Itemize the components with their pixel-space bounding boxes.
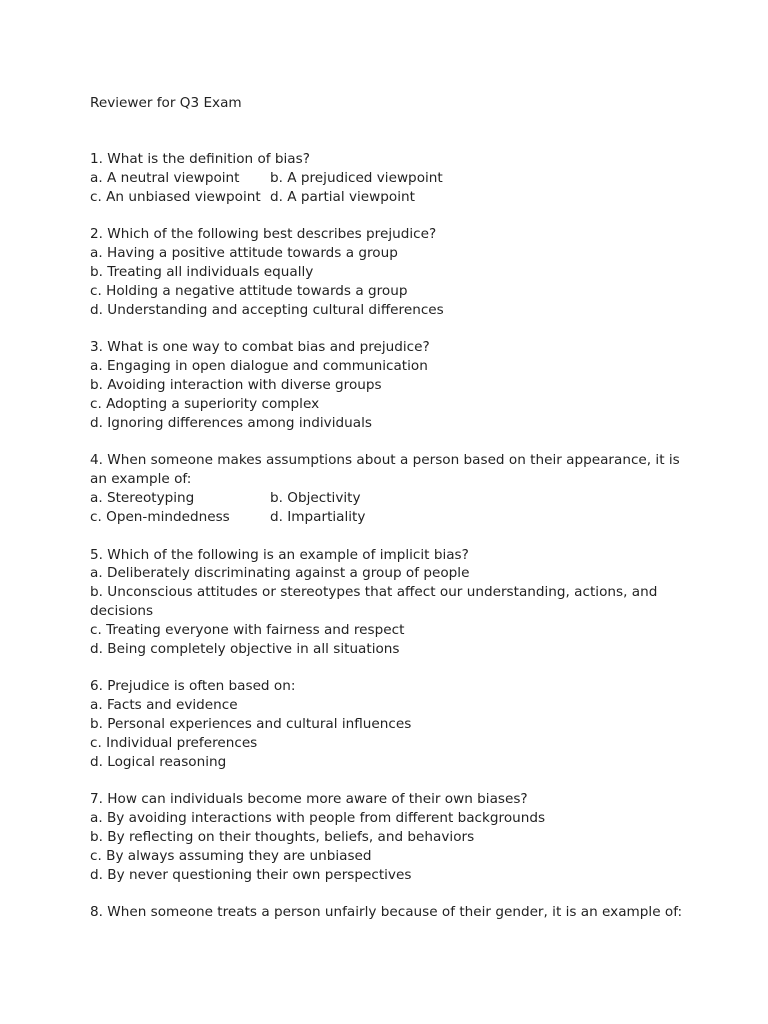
- document-title: Reviewer for Q3 Exam: [90, 95, 242, 111]
- question-8: [90, 903, 690, 922]
- option-b: b. Avoiding interaction with diverse groups: [90, 376, 382, 393]
- question-5: [90, 546, 690, 659]
- question-7: [90, 790, 690, 884]
- question-6: [90, 677, 690, 771]
- option-a: a. Facts and evidence: [90, 697, 238, 714]
- question-text: 8. When someone treats a person unfairly because of their gender, it is an example of:: [90, 904, 683, 921]
- question-text: 6. Prejudice is often based on:: [90, 678, 296, 695]
- option-c: c. Open-mindedness: [90, 508, 230, 525]
- option-d: d. Being completely objective in all situations: [90, 640, 400, 657]
- option-c: c. Individual preferences: [90, 734, 258, 751]
- option-b: b. Unconscious attitudes or stereotypes that affect our understanding, actions, and decisions: [90, 584, 658, 619]
- option-a: a. Stereotyping: [90, 489, 195, 506]
- option-b: b. Personal experiences and cultural influences: [90, 715, 412, 732]
- option-a: a. Having a positive attitude towards a group: [90, 245, 398, 262]
- question-text: 7. How can individuals become more aware of their own biases?: [90, 791, 528, 808]
- option-a: a. A neutral viewpoint: [90, 169, 240, 186]
- question-1: [90, 150, 690, 206]
- option-a: a. Engaging in open dialogue and communication: [90, 358, 428, 375]
- question-3: [90, 338, 690, 432]
- option-row: [90, 169, 690, 188]
- option-d: d. A partial viewpoint: [270, 188, 415, 205]
- question-text: 4. When someone makes assumptions about a person based on their appearance, it is an example of:: [90, 452, 680, 488]
- option-d: d. Understanding and accepting cultural differences: [90, 301, 444, 318]
- option-d: d. Impartiality: [270, 508, 366, 525]
- option-c: c. Holding a negative attitude towards a group: [90, 282, 408, 299]
- option-row: [90, 489, 690, 508]
- question-text: 3. What is one way to combat bias and prejudice?: [90, 339, 430, 356]
- option-c: c. Treating everyone with fairness and respect: [90, 621, 405, 638]
- option-b: b. A prejudiced viewpoint: [270, 169, 443, 186]
- option-b: b. Objectivity: [270, 489, 361, 506]
- option-d: d. Ignoring differences among individuals: [90, 414, 372, 431]
- option-b: b. By reflecting on their thoughts, beliefs, and behaviors: [90, 828, 475, 845]
- option-b: b. Treating all individuals equally: [90, 263, 314, 280]
- question-text: 2. Which of the following best describes prejudice?: [90, 226, 437, 243]
- question-text: 1. What is the definition of bias?: [90, 151, 310, 167]
- option-d: d. By never questioning their own perspectives: [90, 866, 412, 883]
- option-c: c. By always assuming they are unbiased: [90, 847, 372, 864]
- question-4: [90, 451, 690, 526]
- option-c: c. Adopting a superiority complex: [90, 395, 320, 412]
- option-c: c. An unbiased viewpoint: [90, 188, 261, 205]
- option-d: d. Logical reasoning: [90, 753, 227, 770]
- option-a: a. By avoiding interactions with people from different backgrounds: [90, 810, 546, 827]
- option-row: [90, 188, 690, 207]
- question-text: 5. Which of the following is an example of implicit bias?: [90, 546, 469, 563]
- question-2: [90, 225, 690, 319]
- option-a: a. Deliberately discriminating against a group of people: [90, 565, 470, 582]
- option-row: [90, 508, 690, 527]
- question-list: [90, 150, 690, 941]
